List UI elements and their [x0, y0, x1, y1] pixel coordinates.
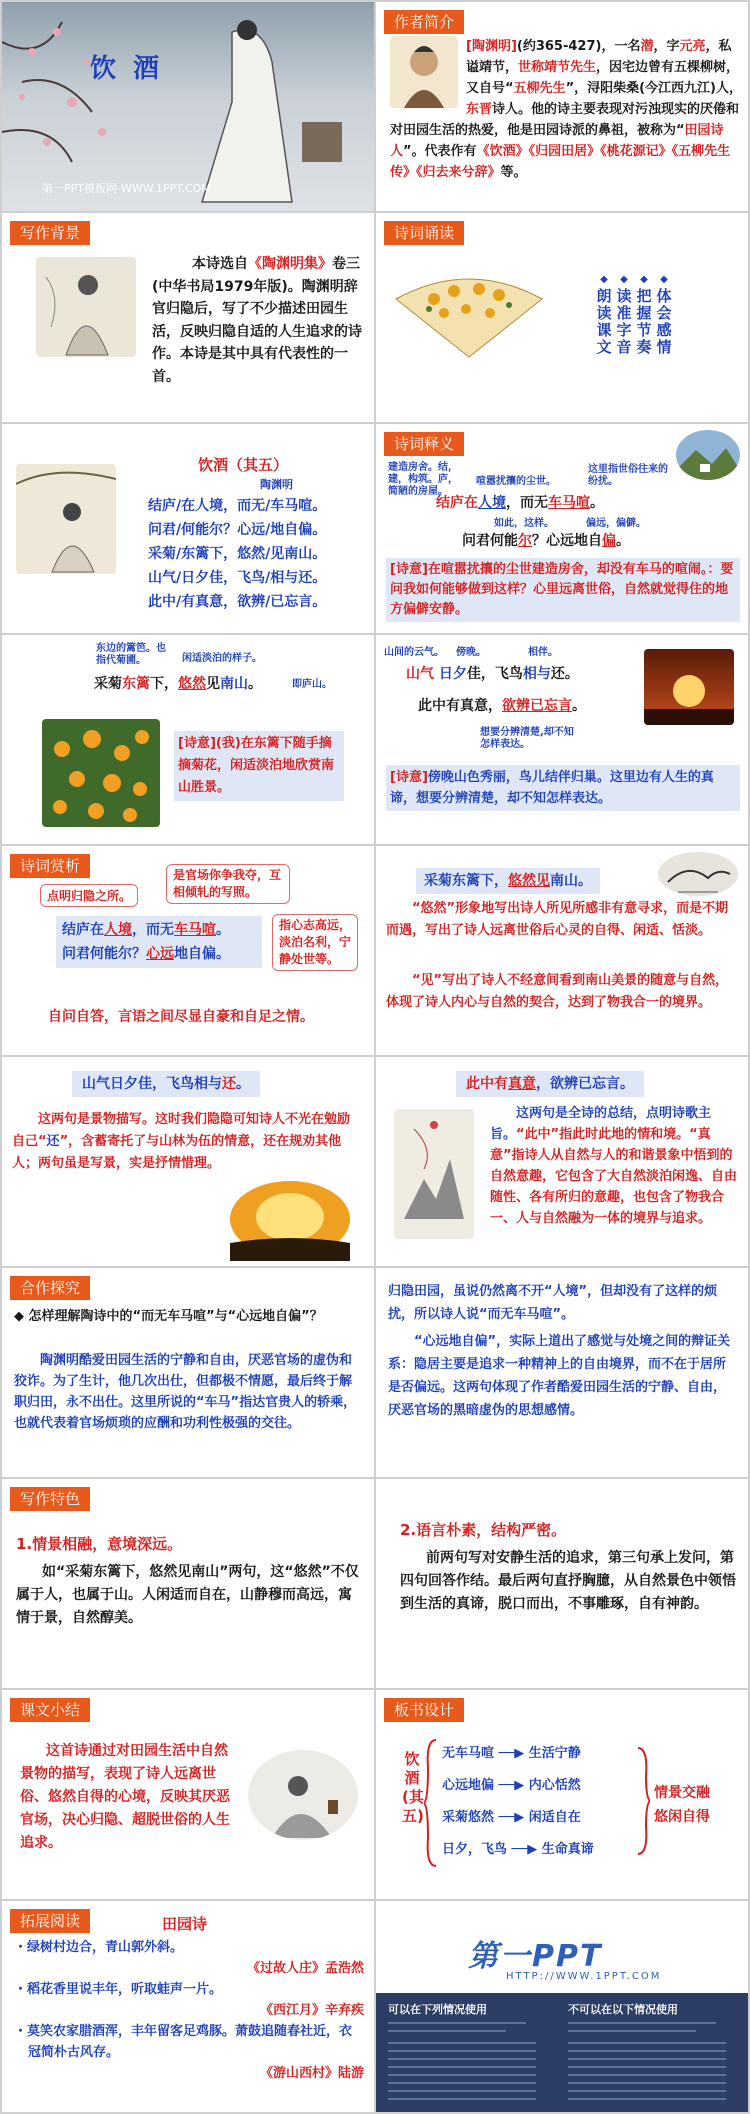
- note: 想要分辨清楚,却不知怎样表达。: [480, 727, 574, 750]
- slide-author: [376, 2, 748, 211]
- usage-forbidden: 不可以在以下情况使用: [568, 2003, 678, 2016]
- section-tag: 板书设计: [384, 1698, 464, 1722]
- board-row: 心远地偏 ──▶ 内心恬然: [442, 1778, 581, 1793]
- usage-list-lines: [376, 2015, 748, 2112]
- note: 傍晚。: [456, 647, 486, 658]
- watermark: 第一PPT模板网-WWW.1PPT.COM: [42, 182, 211, 195]
- paragraph: “悠然”形象地写出诗人所见所感非有意寻求，而是不期而遇，写出了诗人远离世俗后心灵的自得、闲适、恬淡。: [386, 901, 729, 938]
- poem-lines: [148, 494, 326, 614]
- list-source: 《游山西村》陆游: [259, 2066, 364, 2081]
- callout-2: 是官场你争我夺，互相倾轧的写照。: [166, 864, 290, 904]
- board-brace-right: [636, 1746, 650, 1856]
- meaning-box: [诗意]在喧嚣扰攘的尘世建造房舍，却没有车马的喧闹。：要问我如何能够做到这样？心里远离世俗，自然就觉得住的地方偏僻安静。: [386, 558, 740, 622]
- author-text: [陶渊明](约365-427)，一名潜，字元亮，私谥靖节，世称靖节先生，因宅边曾有五棵柳树，又自号“五柳先生”，浔阳柴桑(今江西九江)人，东晋诗人。他的诗主要表现对污浊现实的厌倦和对田园生活的热爱，他是田园诗派的鼻祖，被称为“田园诗人”。代表作有《饮酒》《归园田居》《桃花源记》《五柳先生传》《归去来兮辞》等。: [390, 39, 742, 180]
- slide-poem: [2, 424, 374, 633]
- note: 相伴。: [528, 647, 558, 658]
- paragraph: “见”写出了诗人不经意间看到南山美景的随意与自然，体现了诗人内心与自然的契合，达到了物我合一的境界。: [386, 973, 729, 1010]
- board-row: 采菊悠然 ──▶ 闲适自在: [442, 1810, 581, 1825]
- verse-heading: 采菊东篱下，悠然见南山。: [416, 868, 600, 894]
- verse-block: 结庐在人境，而无车马喧。 问君何能尔？心远地自偏。: [56, 916, 262, 968]
- slide-appreciation-4: [376, 1057, 748, 1266]
- fan-picture: [394, 269, 544, 359]
- meaning-box: [诗意]傍晚山色秀丽，鸟儿结伴归巢。这里边有人生的真谛，想要分辨清楚，却不知怎样表达。: [386, 765, 740, 811]
- paragraph: 这两句是景物描写。这时我们隐隐可知诗人不光在勉励自己“还”，含蓄寄托了与山林为伍的情意，还在规劝其他人；两句虽是写景，实是抒情惜理。: [12, 1112, 351, 1171]
- section-tag: 课文小结: [10, 1698, 90, 1722]
- slide-extended-reading: [2, 1901, 374, 2112]
- paragraph: 前两句写对安静生活的追求，第三句承上发问，第四句回答作结。最后两句直抒胸臆，从自然景色中领悟到生活的真谛，脱口而出，不事雕琢，自有神韵。: [400, 1550, 736, 1612]
- callout-3: 指心志高远，淡泊名利，宁静处世等。: [272, 914, 358, 971]
- section-tag: 写作背景: [10, 221, 90, 245]
- slide-appreciation-1: [2, 846, 374, 1055]
- slide-features-1: [2, 1479, 374, 1688]
- note: 如此，这样。: [494, 518, 554, 529]
- section-tag: 诗词释义: [384, 432, 464, 456]
- poem-line: 采菊/东篱下，悠然/见南山。: [148, 546, 327, 562]
- landscape-painting: [394, 1109, 474, 1239]
- note: 东边的篱笆。也指代菊圃。: [96, 643, 166, 666]
- chrysanthemum-picture: [42, 719, 160, 827]
- poem-author: 陶渊明: [260, 478, 293, 491]
- paragraph: “心远地自偏”，实际上道出了感觉与处境之间的辩证关系：隐居主要是追求一种精神上的自由境界，而不在于居所是否偏远。这两句体现了作者酷爱田园生活的宁静、自由，厌恶官场的黑暗虚伪的思想感情。: [388, 1334, 731, 1418]
- verse-line: 山气 日夕佳，飞鸟相与还。: [406, 666, 579, 682]
- reading-col-1: ◆ 朗读课文: [596, 274, 612, 356]
- slide-title-text: 饮 酒: [90, 54, 164, 84]
- slide-appreciation-2: [376, 846, 748, 1055]
- brand-logo: 第一PPT: [468, 1939, 603, 1974]
- feature-heading: 2.语言朴素，结构严密。: [400, 1521, 567, 1539]
- meaning-box: [诗意](我)在东篱下随手摘摘菊花，闲适淡泊地欣赏南山胜景。: [174, 731, 344, 801]
- note: 这里指世俗往来的纷扰。: [588, 464, 668, 487]
- crane-picture: [658, 852, 738, 896]
- slide-title: [2, 2, 374, 211]
- list-source: 《过故人庄》孟浩然: [246, 1961, 364, 1976]
- section-tag: 诗词诵读: [384, 221, 464, 245]
- note: 山间的云气。: [384, 647, 444, 658]
- poem-painting: [16, 464, 116, 574]
- verse-line: 此中有真意，欲辨已忘言。: [418, 698, 586, 714]
- poem-line: 此中/有真意，欲辨/已忘言。: [148, 594, 327, 610]
- reading-col-3: ◆ 把握节奏: [636, 274, 652, 356]
- slide-discussion: [2, 1268, 374, 1477]
- paragraph: 这两句是全诗的总结，点明诗歌主旨。“此中”指此时此地的情和境。“真意”指诗人从自然与人的和谐景象中悟到的自然意趣，它包含了大自然淡泊闲逸、自由随性、各有所归的意趣，也包含了物我合一、人与自然融为一体的境界与追求。: [490, 1106, 738, 1226]
- slide-reading: [376, 213, 748, 422]
- feature-heading: 1.情景相融，意境深远。: [16, 1535, 183, 1553]
- question: ◆ 怎样理解陶诗中的“而无车马喧”与“心远地自偏”？: [14, 1309, 323, 1324]
- note: 偏远，偏僻。: [586, 518, 646, 529]
- list-source: 《西江月》辛弃疾: [259, 2003, 364, 2018]
- callout-1: 点明归隐之所。: [40, 884, 138, 907]
- slide-brand: [376, 1901, 748, 2112]
- answer: 陶渊明酷爱田园生活的宁静和自由，厌恶官场的虚伪和狡诈。为了生计，他几次出仕，但都极不情愿，最后终于解职归田，永不出仕。这里所说的“车马”指达官贵人的轿乘，也就代表着官场烦琐的应酬和功利性极强的交往。: [14, 1353, 357, 1431]
- reading-title: 田园诗: [162, 1915, 208, 1933]
- section-tag: 诗词赏析: [10, 854, 90, 878]
- poem-line: 问君/何能尔？心远/地自偏。: [148, 522, 327, 538]
- slide-summary: [2, 1690, 374, 1899]
- verse-line: 采菊东篱下，悠然见南山。: [94, 676, 262, 692]
- poet-painting: [36, 257, 136, 357]
- section-tag: 拓展阅读: [10, 1909, 90, 1933]
- verse-line: 问君何能尔？心远地自偏。: [462, 533, 630, 549]
- summary-text: 这首诗通过对田园生活中自然景物的描写，表现了诗人远离世俗、悠然自得的心境，反映其厌恶官场，决心归隐、超脱世俗的人生追求。: [20, 1743, 230, 1851]
- paragraph: 如“采菊东篱下，悠然见南山”两句，这“悠然”不仅属于人，也属于山。人闲适而自在，山静穆而高远，寓情于景，自然醇美。: [16, 1564, 359, 1626]
- board-row: 日夕，飞鸟 ──▶ 生命真谛: [442, 1842, 594, 1857]
- village-picture: [676, 430, 740, 480]
- slide-features-2: [376, 1479, 748, 1688]
- list-item: ・绿树村边合，青山郭外斜。: [14, 1940, 184, 1955]
- brand-panel: [376, 1993, 748, 2112]
- section-tag: 合作探究: [10, 1276, 90, 1300]
- verse-line: 结庐在人境，而无车马喧。: [436, 495, 604, 511]
- slide-board: [376, 1690, 748, 1899]
- slide-background: [2, 213, 374, 422]
- section-tag: 作者简介: [384, 10, 464, 34]
- note: 建造房舍。结，建，构筑。庐，简陋的房屋。: [388, 462, 458, 497]
- verse-heading: 山气日夕佳，飞鸟相与还。: [72, 1071, 260, 1097]
- poem-line: 山气/日夕佳，飞鸟/相与还。: [148, 570, 327, 586]
- brand-url: HTTP://WWW.1PPT.COM: [506, 1971, 662, 1982]
- board-row: 无车马喧 ──▶ 生活宁静: [442, 1746, 581, 1761]
- note: 即庐山。: [292, 679, 332, 690]
- board-result: 情景交融: [654, 1785, 710, 1801]
- reading-col-4: ◆ 体会感情: [656, 274, 672, 356]
- note: 喧嚣扰攘的尘世。: [476, 476, 556, 487]
- sun-picture: [220, 1177, 360, 1261]
- reading-list: [14, 1937, 364, 2084]
- poem-title: 饮酒（其五）: [198, 456, 289, 474]
- sunset-picture: [644, 649, 734, 725]
- slide-appreciation-3: [2, 1057, 374, 1266]
- slide-explain-2: [2, 635, 374, 844]
- reading-col-2: ◆ 读准字音: [616, 274, 632, 356]
- poet-wine-painting: [248, 1750, 358, 1840]
- background-text: 本诗选自《陶渊明集》卷三(中华书局1979年版)。陶渊明辞官归隐后，写了不少描述田园生活，反映归隐自适的人生追求的诗作。本诗是其中具有代表性的一首。: [152, 256, 362, 385]
- appreciation-foot: 自问自答，言语之间尽显自豪和自足之情。: [48, 1009, 314, 1025]
- slide-explain-3: [376, 635, 748, 844]
- slide-discussion-2: [376, 1268, 748, 1477]
- board-side-title: 饮酒(其五): [402, 1750, 424, 1825]
- board-result: 悠闲自得: [654, 1809, 710, 1825]
- paragraph: 归隐田园，虽说仍然离不开“人境”，但却没有了这样的烦扰，所以诗人说“而无车马喧”。: [388, 1284, 718, 1322]
- verse-heading: 此中有真意，欲辨已忘言。: [456, 1071, 644, 1097]
- list-item: ・莫笑农家腊酒浑，丰年留客足鸡豚。萧鼓追随春社近，衣冠简朴古风存。: [14, 2024, 353, 2060]
- usage-allowed: 可以在下列情况使用: [388, 2003, 487, 2016]
- slide-explain-1: [376, 424, 748, 633]
- list-item: ・稻花香里说丰年，听取蛙声一片。: [14, 1982, 223, 1997]
- poem-line: 结庐/在人境，而无/车马喧。: [148, 498, 327, 514]
- section-tag: 写作特色: [10, 1487, 90, 1511]
- note: 闲适淡泊的样子。: [182, 653, 262, 664]
- board-brace: [424, 1738, 438, 1868]
